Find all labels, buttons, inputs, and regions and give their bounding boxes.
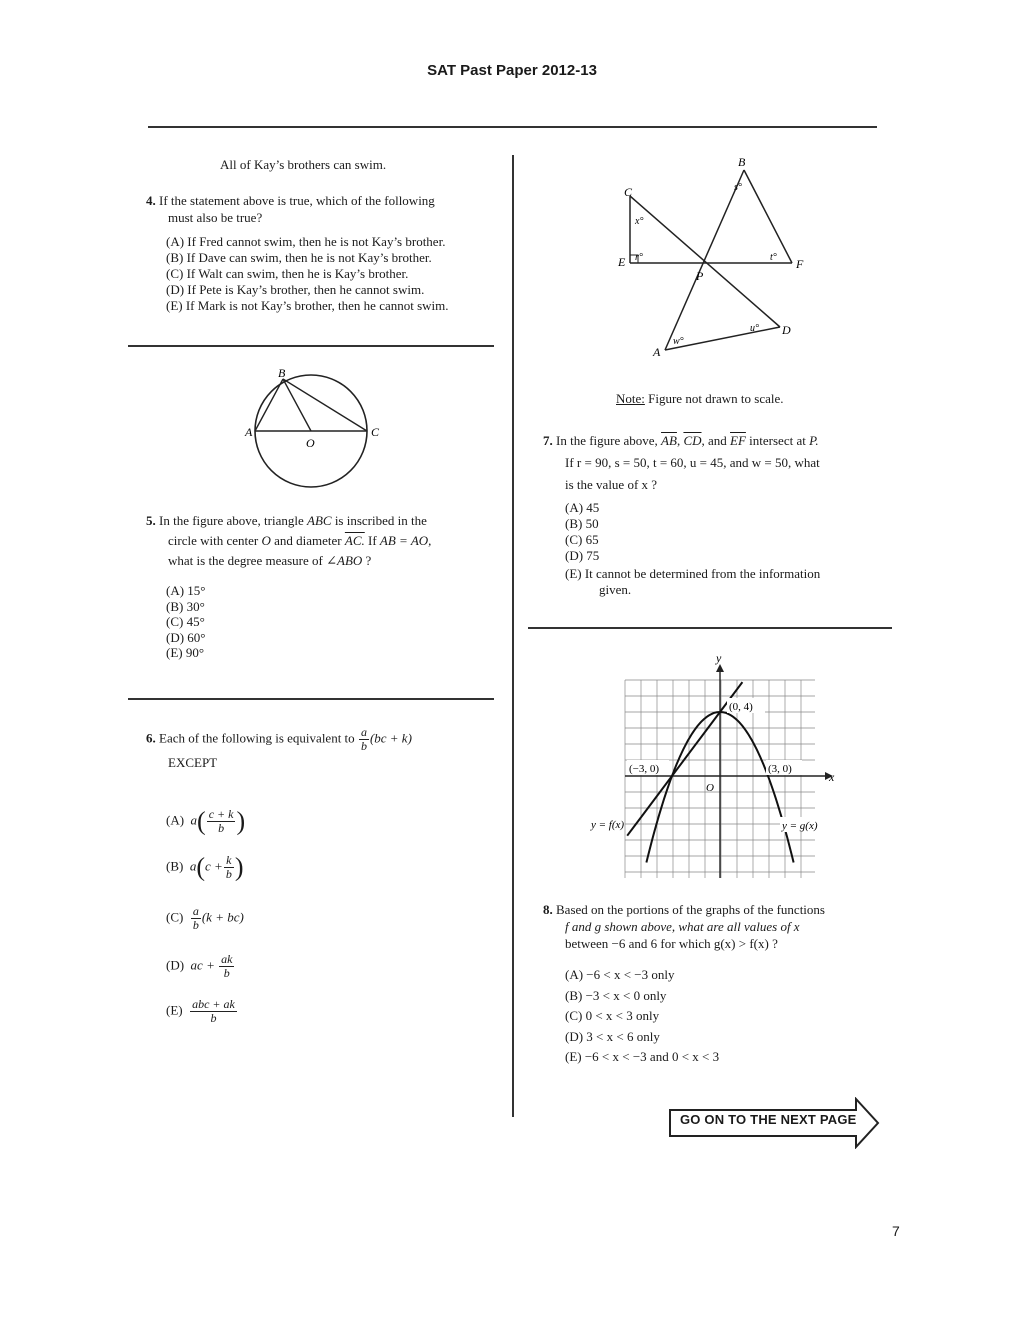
q7-note-text: Figure not drawn to scale. <box>644 391 784 406</box>
q6-opt-a-label: (A) <box>166 812 185 828</box>
q8-label-p2: (−3, 0) <box>629 763 660 775</box>
q7-note <box>616 391 784 407</box>
q4-number: 4. <box>146 193 156 208</box>
q5-line3-angle: ∠ABO <box>326 553 363 568</box>
q7-label-s: s° <box>734 182 742 193</box>
q8-label-y: y <box>716 651 722 665</box>
q7-line2: If r = 90, s = 50, t = 60, u = 45, and w = 50, what <box>565 455 820 470</box>
q5-option-d[interactable]: (D) 60° <box>166 629 206 645</box>
q7-label-r: r° <box>635 252 643 263</box>
q6-option-e[interactable] <box>166 998 238 1025</box>
q6-opt-d-pre: ac + <box>190 957 215 973</box>
q8-graph-figure <box>585 650 845 885</box>
q4-option-a[interactable]: (A) If Fred cannot swim, then he is not Kay’s brother. <box>166 234 446 249</box>
q6-fraction <box>359 726 369 753</box>
q6-opt-b-mid: c + <box>205 858 223 874</box>
q8-option-d[interactable]: (D) 3 < x < 6 only <box>565 1028 660 1044</box>
q6-opt-c-den: b <box>192 918 199 932</box>
q8-option-c[interactable]: (C) 0 < x < 3 only <box>565 1008 660 1023</box>
q8-label-f: y = f(x) <box>591 819 625 831</box>
q4-option-c[interactable]: (C) If Walt can swim, then he is Kay’s brother. <box>166 266 409 281</box>
q8-line1: Based on the portions of the graphs of the functions <box>556 902 825 917</box>
left-rule-1 <box>128 345 494 347</box>
q5-stem <box>146 511 496 571</box>
q6-opt-b-label: (B) <box>166 858 184 874</box>
q7-line1-ab: $\overline{AB}$ <box>661 433 677 448</box>
q7-line1-p: P. <box>809 433 819 448</box>
page-number: 7 <box>892 1223 900 1239</box>
q7-label-x: x° <box>635 216 644 227</box>
q8-label-p1: (0, 4) <box>729 701 753 713</box>
q6-opt-d-label: (D) <box>166 957 185 973</box>
q6-opt-a-num: c + k <box>208 807 234 821</box>
q8-number: 8. <box>543 902 553 917</box>
q6-opt-b-pre: a <box>189 858 197 874</box>
q5-option-e[interactable]: (E) 90° <box>166 645 205 660</box>
q6-opt-c-label: (C) <box>166 909 184 925</box>
q5-line3-a: what is the degree measure of <box>168 553 327 568</box>
q8-y-axis-arrow <box>716 664 724 672</box>
q8-label-p3: (3, 0) <box>768 763 792 775</box>
q7-line3: is the value of x ? <box>565 477 658 492</box>
q6-option-d[interactable] <box>166 953 235 980</box>
q4-line2: must also be true? <box>168 210 263 225</box>
q5-options <box>166 583 206 661</box>
q7-options <box>565 500 820 598</box>
q8-option-e[interactable]: (E) −6 < x < −3 and 0 < x < 3 <box>565 1049 720 1064</box>
q5-label-b: B <box>278 366 286 380</box>
q6-frac-num: a <box>360 725 367 739</box>
q4-option-d[interactable]: (D) If Pete is Kay’s brother, then he cannot swim. <box>166 282 425 297</box>
right-rule-1 <box>528 627 892 629</box>
q5-option-a[interactable]: (A) 15° <box>166 583 206 598</box>
q7-label-c: C <box>624 185 633 199</box>
left-rule-2 <box>128 698 494 700</box>
q8-line3: between −6 and 6 for which g(x) > f(x) ? <box>565 936 778 951</box>
q7-line1-b: , and <box>701 433 731 448</box>
q5-label-a: A <box>245 425 253 439</box>
q4-line1: If the statement above is true, which of the following <box>159 193 435 208</box>
q6-line2: EXCEPT <box>168 755 218 770</box>
q7-line1-ef: $\overline{EF}$ <box>730 433 746 448</box>
q8-option-b[interactable]: (B) −3 < x < 0 only <box>565 987 667 1003</box>
q7-label-w: w° <box>673 336 684 347</box>
q5-segment-bo <box>283 379 311 431</box>
q7-label-a: A <box>653 345 661 359</box>
q8-line2: f and g shown above, what are all values of x <box>565 919 800 934</box>
go-next-label: GO ON TO THE NEXT PAGE <box>680 1112 857 1127</box>
q7-option-e[interactable] <box>565 566 820 598</box>
q7-triangles-figure <box>610 150 820 365</box>
q7-note-label: Note: <box>616 391 645 406</box>
q7-label-d: D <box>782 323 791 337</box>
q5-line3-b: ? <box>362 553 372 568</box>
q6-opt-e-num: abc + ak <box>192 997 235 1011</box>
q5-line2-c: If <box>364 533 380 548</box>
q6-opt-b-den: b <box>225 867 232 881</box>
q7-label-b: B <box>738 155 746 169</box>
q5-label-c: C <box>371 425 380 439</box>
q7-label-t: t° <box>770 252 777 263</box>
q5-side-ab <box>255 379 283 431</box>
q7-line-cd <box>630 196 780 327</box>
q7-line1-c: intersect at <box>745 433 810 448</box>
q6-opt-a-pre: a <box>190 812 198 828</box>
q5-option-b[interactable]: (B) 30° <box>166 598 205 614</box>
q7-label-u: u° <box>750 323 759 334</box>
q7-label-p: P <box>696 269 704 283</box>
q7-option-e-line2: given. <box>599 582 632 597</box>
q5-number: 5. <box>146 513 156 528</box>
q6-option-b[interactable]: (B) a(c + $\frac{k}{b}$ ) <box>166 852 244 882</box>
q7-line1-cd: $\overline{CD}$ <box>683 433 702 448</box>
q8-options <box>565 965 719 1068</box>
q7-stem <box>543 430 893 496</box>
q6-expression: (bc + k) <box>369 730 412 746</box>
column-divider <box>512 155 514 1117</box>
q4-option-b[interactable]: (B) If Dave can swim, then he is not Kay’s brother. <box>166 250 432 265</box>
q7-line-ab <box>665 170 744 350</box>
q6-opt-e-den: b <box>210 1011 217 1025</box>
q6-option-c[interactable] <box>166 905 244 932</box>
q6-opt-c-post: (k + bc) <box>201 909 244 925</box>
q5-line1-abc: ABC <box>307 513 332 528</box>
q5-line2-eq: AB = AO, <box>379 533 432 548</box>
q8-option-a[interactable]: (A) −6 < x < −3 only <box>565 967 675 982</box>
top-rule <box>148 126 877 128</box>
q8-stem <box>543 901 893 952</box>
q7-option-e-line1: (E) It cannot be determined from the information <box>565 566 821 581</box>
q8-label-g: y = g(x) <box>782 820 818 832</box>
q7-option-d[interactable]: (D) 75 <box>565 548 600 563</box>
page-header: SAT Past Paper 2012-13 <box>427 62 597 79</box>
q6-stem <box>146 726 496 773</box>
q7-option-a[interactable]: (A) 45 <box>565 500 600 515</box>
q7-line1-a: In the figure above, <box>556 433 662 448</box>
q8-line-f <box>627 682 742 836</box>
q6-option-a[interactable]: (A) a( $\frac{c + k}{b}$ ) <box>166 806 246 836</box>
q7-option-c[interactable]: (C) 65 <box>565 532 599 547</box>
q8-label-origin: O <box>706 782 714 794</box>
q4-stem <box>146 192 496 226</box>
q8-label-x: x <box>829 770 835 784</box>
q6-opt-a-den: b <box>218 821 225 835</box>
q5-line2-o: O <box>261 533 271 548</box>
q4-option-e[interactable]: (E) If Mark is not Kay’s brother, then he cannot swim. <box>166 298 449 313</box>
q7-option-b[interactable]: (B) 50 <box>565 516 599 531</box>
q5-option-c[interactable]: (C) 45° <box>166 614 205 629</box>
q7-line1-sep: , <box>676 433 684 448</box>
q6-number: 6. <box>146 730 156 746</box>
q5-side-bc <box>283 379 367 431</box>
q4-options <box>166 234 449 314</box>
q5-circle-figure <box>240 362 390 497</box>
q7-side-bf <box>744 170 792 263</box>
q6-opt-d-num: ak <box>221 952 233 966</box>
q7-number: 7. <box>543 433 553 448</box>
q4-intro: All of Kay’s brothers can swim. <box>220 157 387 172</box>
q5-line1-b: is inscribed in the <box>331 513 427 528</box>
q7-label-f: F <box>796 257 804 271</box>
q6-opt-c-num: a <box>192 904 199 918</box>
q5-line2-a: circle with center <box>168 533 262 548</box>
q6-frac-den: b <box>360 739 367 753</box>
q6-line1: Each of the following is equivalent to <box>159 730 355 746</box>
q7-label-e: E <box>618 255 626 269</box>
q5-line2-ac: AC. <box>344 533 365 548</box>
q6-opt-e-label: (E) <box>166 1002 183 1018</box>
q5-label-o: O <box>306 436 315 450</box>
q5-line2-b: and diameter <box>270 533 345 548</box>
q6-opt-b-num: k <box>224 854 234 868</box>
q5-line1-a: In the figure above, triangle <box>159 513 307 528</box>
q6-opt-d-den: b <box>223 966 230 980</box>
